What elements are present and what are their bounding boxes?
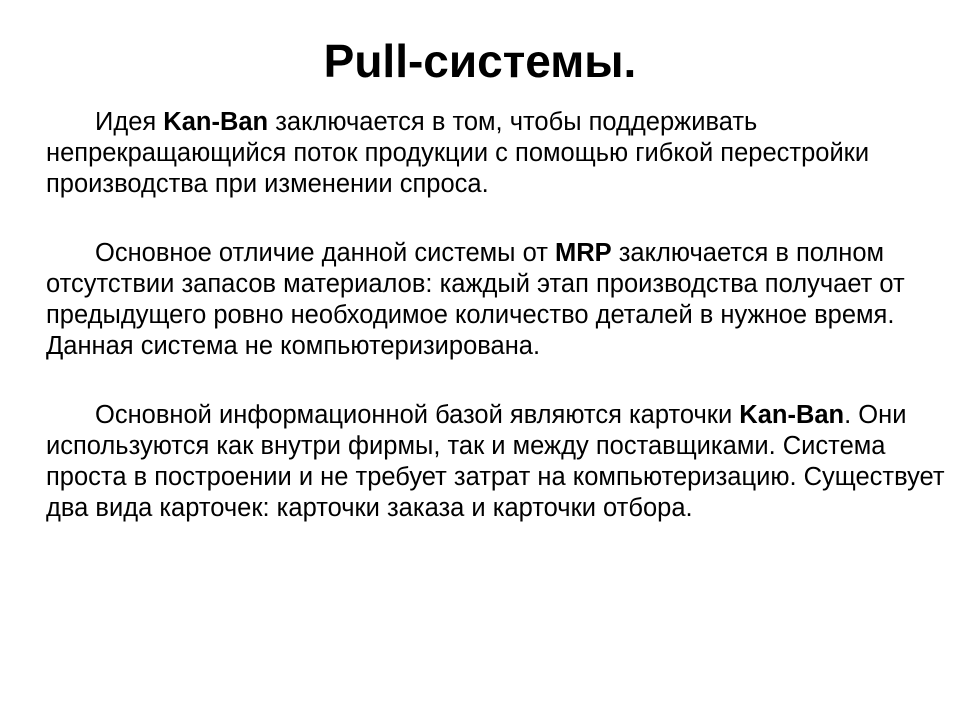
- paragraph-kanban-idea: [46, 107, 946, 200]
- slide-body: [46, 107, 946, 562]
- paragraph-kanban-cards: [46, 400, 946, 524]
- text-segment: заключается в полном отсутствии запасов материалов: каждый этап производства получает от предыдущего ровно необходимое количество деталей в нужное время. Данная система не компьютеризирована.: [46, 239, 905, 360]
- paragraph-mrp-difference: [46, 238, 946, 362]
- text-segment: заключается в том, чтобы поддерживать непрекращающийся поток продукции с помощью гибкой перестройки производства при изменении спроса.: [46, 108, 870, 198]
- text-segment: Основной информационной базой являются карточки: [95, 401, 740, 429]
- text-segment: Основное отличие данной системы от: [95, 239, 555, 267]
- text-segment: . Они используются как внутри фирмы, так и между поставщиками. Система проста в построении и не требует затрат на компьютеризацию. Существует два вида карточек: карточки заказа и карточки отбора.: [46, 401, 945, 522]
- text-segment: Идея: [95, 108, 164, 136]
- term-mrp: MRP: [554, 239, 612, 267]
- term-kanban: Kan-Ban: [739, 401, 845, 429]
- slide-title: Pull-системы.: [323, 35, 637, 87]
- term-kanban: Kan-Ban: [163, 108, 269, 136]
